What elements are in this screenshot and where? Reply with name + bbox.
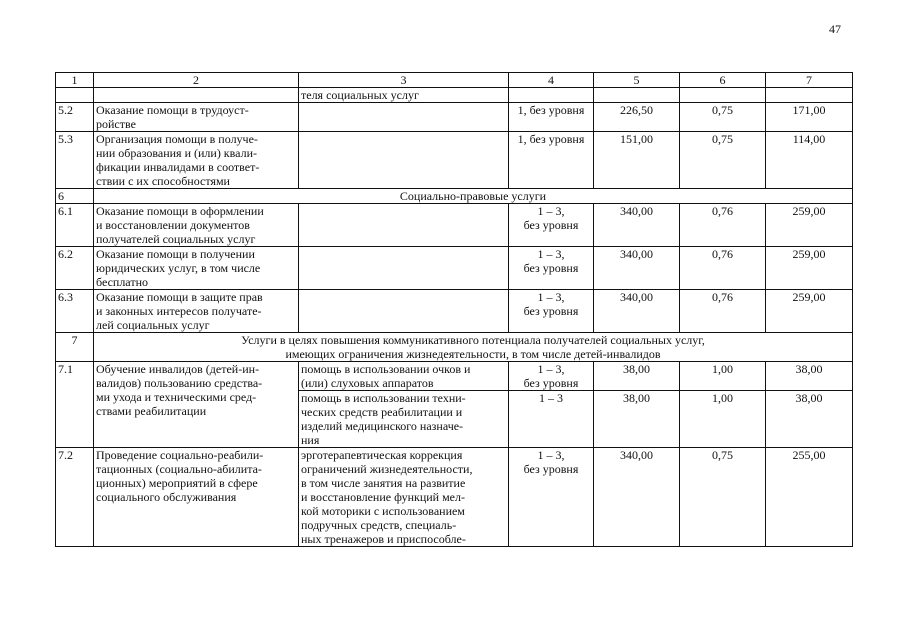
text-line: подручных средств, специаль- — [301, 518, 457, 532]
row-number: 7.2 — [56, 448, 94, 547]
value-cell: 255,00 — [766, 448, 853, 547]
value-cell: 38,00 — [594, 362, 680, 391]
text-line: и законных интересов получате- — [96, 304, 262, 318]
row-number: 6.3 — [56, 290, 94, 333]
section-title: Социально-правовые услуги — [94, 189, 853, 204]
level-cell: 1, без уровня — [509, 132, 594, 189]
service-detail — [299, 204, 509, 247]
text-line: 1 – 3, — [537, 247, 565, 261]
text-line: Обучение инвалидов (детей-ин- — [96, 362, 260, 376]
table-row — [56, 132, 853, 189]
level-cell — [509, 362, 594, 391]
value-cell: 259,00 — [766, 247, 853, 290]
row-number: 6.2 — [56, 247, 94, 290]
service-detail — [299, 448, 509, 547]
value-cell: 340,00 — [594, 204, 680, 247]
value-cell: 340,00 — [594, 448, 680, 547]
value-cell: 0,76 — [680, 290, 766, 333]
value-cell: 340,00 — [594, 247, 680, 290]
level-cell: 1 – 3 — [509, 391, 594, 448]
header-cell: 4 — [509, 73, 594, 88]
text-line: ных тренажеров и приспособле- — [301, 532, 466, 546]
text-line: без уровня — [523, 462, 579, 476]
row-number: 7.1 — [56, 362, 94, 448]
value-cell: 114,00 — [766, 132, 853, 189]
value-cell: 171,00 — [766, 103, 853, 132]
text-line: Оказание помощи в оформлении — [96, 204, 264, 218]
text-line: Организация помощи в получе- — [96, 132, 258, 146]
section-number: 6 — [56, 189, 94, 204]
continuation-text: теля социальных услуг — [299, 88, 509, 103]
text-line: ционных) мероприятий в сфере — [96, 476, 258, 490]
table-row — [56, 88, 853, 103]
text-line: без уровня — [523, 304, 579, 318]
page-number: 47 — [829, 22, 841, 36]
service-name — [94, 448, 299, 547]
text-line: ческих средств реабилитации и — [301, 405, 463, 419]
section-row — [56, 333, 853, 362]
value-cell: 1,00 — [680, 362, 766, 391]
level-cell — [509, 88, 594, 103]
service-name — [94, 132, 299, 189]
text-line: лей социальных услуг — [96, 318, 210, 332]
text-line: получателей социальных услуг — [96, 232, 256, 246]
header-cell: 2 — [94, 73, 299, 88]
services-table — [55, 72, 853, 547]
value-cell: 259,00 — [766, 290, 853, 333]
level-cell — [509, 204, 594, 247]
table-row — [56, 290, 853, 333]
service-name — [94, 247, 299, 290]
service-detail — [299, 247, 509, 290]
text-line: социального обслуживания — [96, 490, 237, 504]
value-cell: 0,76 — [680, 204, 766, 247]
text-line: Проведение социально-реабили- — [96, 448, 264, 462]
text-line: без уровня — [523, 261, 579, 275]
level-cell: 1, без уровня — [509, 103, 594, 132]
value-cell: 0,75 — [680, 132, 766, 189]
section-title — [94, 333, 853, 362]
section-row — [56, 189, 853, 204]
service-detail — [299, 391, 509, 448]
value-cell: 38,00 — [594, 391, 680, 448]
text-line: Оказание помощи в получении — [96, 247, 255, 261]
service-detail — [299, 132, 509, 189]
row-number — [56, 88, 94, 103]
level-cell — [509, 290, 594, 333]
service-name — [94, 290, 299, 333]
text-line: 1 – 3, — [537, 204, 565, 218]
text-line: Оказание помощи в защите прав — [96, 290, 263, 304]
value-cell: 38,00 — [766, 391, 853, 448]
level-cell — [509, 247, 594, 290]
header-cell: 3 — [299, 73, 509, 88]
text-line: тационных (социально-абилита- — [96, 462, 262, 476]
text-line: эрготерапевтическая коррекция — [301, 448, 463, 462]
table-row — [56, 204, 853, 247]
text-line: без уровня — [523, 376, 579, 390]
value-cell — [766, 88, 853, 103]
row-number: 5.2 — [56, 103, 94, 132]
header-row — [56, 73, 853, 88]
header-cell: 6 — [680, 73, 766, 88]
text-line: фикации инвалидами в соответ- — [96, 160, 260, 174]
table-row — [56, 448, 853, 547]
text-line: изделий медицинского назначе- — [301, 419, 464, 433]
header-cell: 7 — [766, 73, 853, 88]
value-cell: 226,50 — [594, 103, 680, 132]
service-name — [94, 88, 299, 103]
text-line: 1 – 3, — [537, 448, 565, 462]
text-line: ми ухода и техническими сред- — [96, 390, 257, 404]
value-cell: 151,00 — [594, 132, 680, 189]
value-cell — [680, 88, 766, 103]
value-cell — [594, 88, 680, 103]
text-line: без уровня — [523, 218, 579, 232]
text-line: юридических услуг, в том числе — [96, 261, 261, 275]
row-number: 5.3 — [56, 132, 94, 189]
text-line: ройстве — [96, 117, 136, 131]
text-line: (или) слуховых аппаратов — [301, 376, 434, 390]
value-cell: 0,75 — [680, 103, 766, 132]
text-line: помощь в использовании очков и — [301, 362, 471, 376]
value-cell: 38,00 — [766, 362, 853, 391]
table-row — [56, 247, 853, 290]
value-cell: 1,00 — [680, 391, 766, 448]
header-cell: 5 — [594, 73, 680, 88]
text-line: ствии с их способностями — [96, 174, 230, 188]
row-number: 6.1 — [56, 204, 94, 247]
level-cell — [509, 448, 594, 547]
value-cell: 0,76 — [680, 247, 766, 290]
text-line: бесплатно — [96, 275, 148, 289]
text-line: имеющих ограничения жизнедеятельности, в том числе детей-инвалидов — [285, 347, 661, 361]
service-name — [94, 204, 299, 247]
text-line: Оказание помощи в трудоуст- — [96, 103, 249, 117]
table-row — [56, 362, 853, 391]
text-line: 1 – 3, — [537, 290, 565, 304]
service-detail — [299, 290, 509, 333]
section-number: 7 — [56, 333, 94, 362]
text-line: Услуги в целях повышения коммуникативного потенциала получателей социальных услуг, — [241, 333, 705, 347]
text-line: в том числе занятия на развитие — [301, 476, 466, 490]
text-line: и восстановлении документов — [96, 218, 250, 232]
service-detail — [299, 362, 509, 391]
value-cell: 340,00 — [594, 290, 680, 333]
table-row — [56, 103, 853, 132]
text-line: 1 – 3, — [537, 362, 565, 376]
text-line: валидов) пользованию средства- — [96, 376, 263, 390]
text-line: кой моторики с использованием — [301, 504, 465, 518]
text-line: помощь в использовании техни- — [301, 391, 466, 405]
service-detail — [299, 103, 509, 132]
text-line: нии образования и (или) квали- — [96, 146, 257, 160]
text-line: и восстановление функций мел- — [301, 490, 465, 504]
text-line: ния — [301, 433, 320, 447]
text-line: ствами реабилитации — [96, 404, 207, 418]
service-name — [94, 103, 299, 132]
text-line: ограничений жизнедеятельности, — [301, 462, 473, 476]
value-cell: 0,75 — [680, 448, 766, 547]
value-cell: 259,00 — [766, 204, 853, 247]
header-cell: 1 — [56, 73, 94, 88]
service-name — [94, 362, 299, 448]
